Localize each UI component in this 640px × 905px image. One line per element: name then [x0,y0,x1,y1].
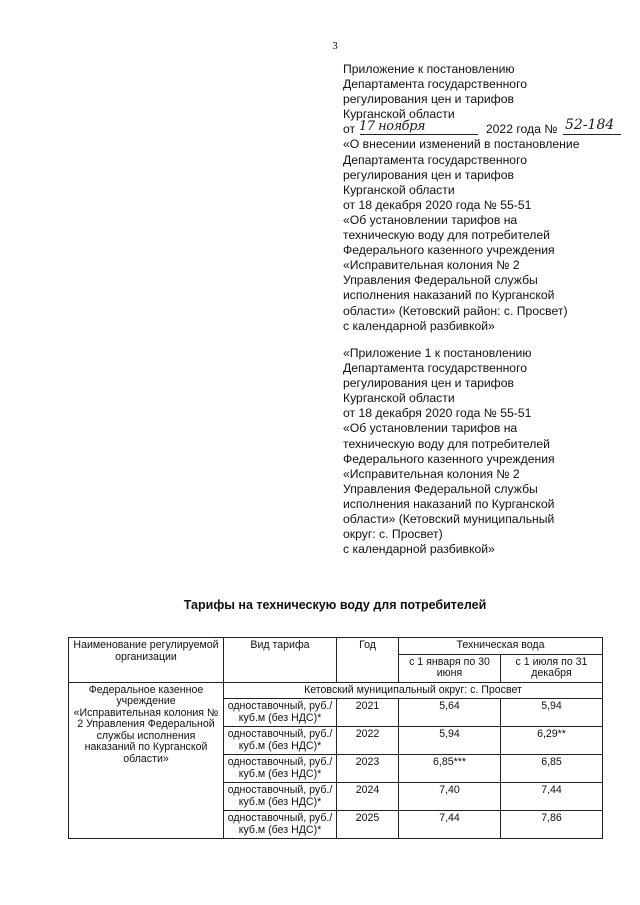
year-cell: 2025 [337,811,399,839]
appendix-line: регулирования цен и тарифов [343,92,514,107]
region-cell: Кетовский муниципальный округ: с. Просвет [224,682,603,699]
year-cell: 2023 [337,755,399,783]
appendix-line: исполнения наказаний по Курганской [343,288,555,303]
appendix-line: Курганской области [343,182,455,197]
year-cell: 2021 [337,699,399,727]
period2-cell: 7,86 [501,811,603,839]
appendix-line: «Приложение 1 к постановлению [343,346,532,360]
header-year: Год [337,638,399,683]
appendix-line: области» (Кетовский район: с. Просвет) [343,303,568,318]
appendix-line: техническую воду для потребителей [343,436,550,451]
period1-cell: 6,85*** [399,755,501,783]
tariff-type-cell: одноставочный, руб./куб.м (без НДС)* [224,727,337,755]
period2-cell: 6,29** [501,727,603,755]
header-org: Наименование регулируемой организации [69,638,224,683]
appendix-line: Федерального казенного учреждения [343,243,555,258]
period1-cell: 5,94 [399,727,501,755]
table-header-row [69,638,603,655]
year-cell: 2022 [337,727,399,755]
year-cell: 2024 [337,783,399,811]
appendix-line: «Исправительная колония № 2 [343,258,520,273]
tariff-type-cell: одноставочный, руб./куб.м (без НДС)* [224,755,337,783]
handwritten-number: 52-184 [565,117,615,134]
appendix-line: Департамента государственного [343,152,528,167]
period2-cell: 5,94 [501,699,603,727]
appendix-line: Управления Федеральной службы [343,481,538,496]
appendix-line: Курганской области [343,107,455,122]
appendix-line: с календарной разбивкой» [343,318,495,333]
appendix-line: Курганской области [343,391,455,406]
appendix-line: Департамента государственного [343,361,528,376]
appendix-line: от 18 декабря 2020 года № 55-51 [343,406,532,421]
year-text: 2022 года № [485,122,558,137]
period1-cell: 7,40 [399,783,501,811]
date-line [343,117,633,137]
header-tech-water: Техническая вода [399,638,603,655]
appendix-line: регулирования цен и тарифов [343,376,514,391]
appendix-line: Федерального казенного учреждения [343,451,555,466]
header-period-1: с 1 января по 30 июня [399,654,501,682]
appendix-line: «Об установлении тарифов на [343,212,518,227]
appendix-line: области» (Кетовский муниципальный [343,512,555,527]
appendix-top [343,62,633,334]
appendix-line: от 18 декабря 2020 года № 55-51 [343,197,532,212]
period1-cell: 5,64 [399,699,501,727]
period2-cell: 6,85 [501,755,603,783]
tariff-type-cell: одноставочный, руб./куб.м (без НДС)* [224,783,337,811]
appendix-line: техническую воду для потребителей [343,228,550,243]
appendix-line: Приложение к постановлению [343,62,515,76]
appendix-line: округ: с. Просвет) [343,527,443,542]
date-prefix: от [343,122,356,137]
appendix-line: «О внесении изменений в постановление [343,137,580,152]
page-number: 3 [332,40,338,52]
header-tariff-type: Вид тарифа [224,638,337,683]
page-title: Тарифы на техническую воду для потребителей [183,598,487,612]
header-period-2: с 1 июля по 31 декабря [501,654,603,682]
org-name-cell: Федеральное казенное учреждение «Исправительная колония № 2 Управления Федеральной службы исполнения наказаний по Курганской области» [69,682,224,839]
appendix-line: Департамента государственного [343,77,528,92]
appendix-line: Управления Федеральной службы [343,273,538,288]
appendix-line: с календарной разбивкой» [343,542,495,557]
appendix-bottom [343,346,633,557]
appendix-line: «Об установлении тарифов на [343,421,518,436]
handwritten-date: 17 ноября [359,119,426,135]
appendix-line: «Исправительная колония № 2 [343,466,520,481]
tariff-table [68,637,603,839]
period2-cell: 7,44 [501,783,603,811]
tariff-type-cell: одноставочный, руб./куб.м (без НДС)* [224,699,337,727]
tariff-type-cell: одноставочный, руб./куб.м (без НДС)* [224,811,337,839]
period1-cell: 7,44 [399,811,501,839]
table-region-row [69,682,603,699]
appendix-line: регулирования цен и тарифов [343,167,514,182]
appendix-line: исполнения наказаний по Курганской [343,496,555,511]
